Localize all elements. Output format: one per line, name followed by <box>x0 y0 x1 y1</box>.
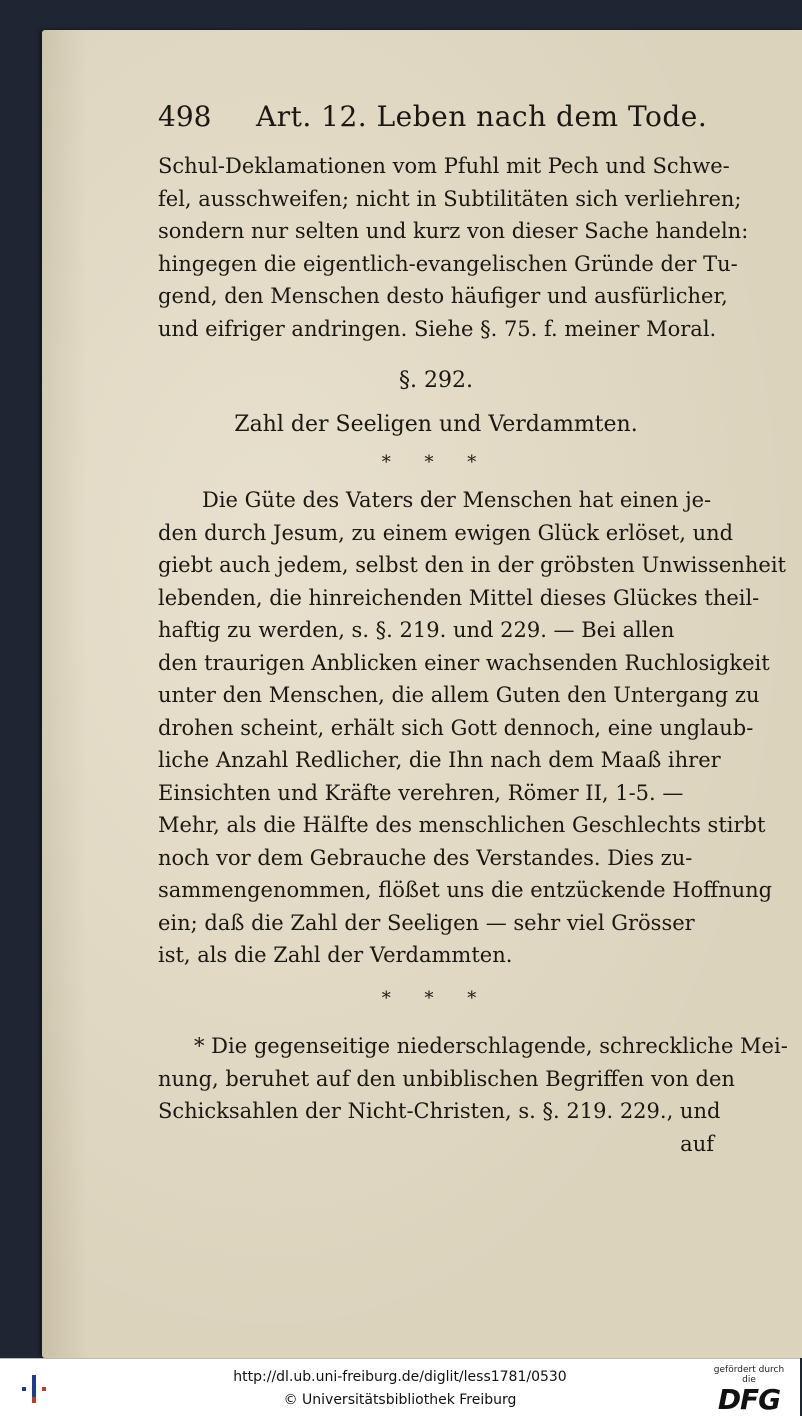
running-title: Art. 12. Leben nach dem Tode. <box>256 100 708 133</box>
asterism-2: * * * <box>381 988 491 1009</box>
text-line: giebt auch jedem, selbst den in der gröbsten Unwissenheit <box>158 553 786 577</box>
page-number: 498 <box>158 100 212 133</box>
body-paragraph <box>158 484 786 972</box>
text-line: * Die gegenseitige niederschlagende, schreckliche Mei- <box>194 1034 788 1058</box>
text-line: Schul-Deklamationen vom Pfuhl mit Pech und Schwe- <box>158 154 730 178</box>
text-line: fel, ausschweifen; nicht in Subtilitäten sich verliehren; <box>158 186 742 211</box>
text-line: Die Güte des Vaters der Menschen hat einen je- <box>202 488 712 512</box>
dfg-caption: gefördert durch die <box>713 1365 785 1385</box>
text-line: sondern nur selten und kurz von dieser Sache handeln: <box>158 219 749 243</box>
copyright: © Universitätsbibliothek Freiburg <box>283 1392 517 1408</box>
section-number: §. 292. <box>399 368 473 393</box>
text-line: sammengenommen, flößet uns die entzückende Hoffnung <box>158 878 773 902</box>
dfg-logo <box>708 1365 790 1415</box>
section-title: Zahl der Seeligen und Verdammten. <box>234 412 638 437</box>
text-line: lebenden, die hinreichenden Mittel dieses Glückes theil- <box>158 585 760 610</box>
text-line: drohen scheint, erhält sich Gott dennoch, eine unglaub- <box>158 715 754 740</box>
text-line: noch vor dem Gebrauche des Verstandes. Dies zu- <box>158 845 693 870</box>
asterism: * * * <box>381 452 491 473</box>
text-line: den traurigen Anblicken einer wachsenden Ruchlosigkeit <box>158 650 770 675</box>
permalink[interactable]: http://dl.ub.uni-freiburg.de/diglit/less1781/0530 <box>233 1369 567 1385</box>
text-line: gend, den Menschen desto häufiger und ausfürlicher, <box>158 284 728 308</box>
text-line: nung, beruhet auf den unbiblischen Begriffen von den <box>158 1066 735 1091</box>
continuation-paragraph <box>158 150 749 345</box>
text-line: hingegen die eigentlich-evangelischen Gründe der Tu- <box>158 251 738 276</box>
text-line: Mehr, als die Hälfte des menschlichen Geschlechts stirbt <box>158 813 766 837</box>
text-line: Schicksahlen der Nicht-Christen, s. §. 219. 229., und <box>158 1099 721 1123</box>
text-line: Einsichten und Kräfte verehren, Römer II, 1-5. — <box>158 780 684 805</box>
dfg-logo-text: DFG <box>717 1383 781 1416</box>
viewer-footer <box>0 1358 800 1416</box>
text-line: ein; daß die Zahl der Seeligen — sehr viel Grösser <box>158 910 695 935</box>
catchword: auf <box>680 1131 714 1156</box>
text-line: und eifriger andringen. Siehe §. 75. f. meiner Moral. <box>158 316 717 341</box>
text-line: ist, als die Zahl der Verdammten. <box>158 943 513 967</box>
text-line: haftig zu werden, s. §. 219. und 229. — Bei allen <box>158 618 675 642</box>
text-line: unter den Menschen, die allem Guten den Untergang zu <box>158 683 760 707</box>
footnote <box>158 1030 788 1160</box>
text-line: den durch Jesum, zu einem ewigen Glück erlöset, und <box>158 520 734 545</box>
text-line: liche Anzahl Redlicher, die Ihn nach dem Maaß ihrer <box>158 748 721 772</box>
page-header <box>158 100 714 133</box>
